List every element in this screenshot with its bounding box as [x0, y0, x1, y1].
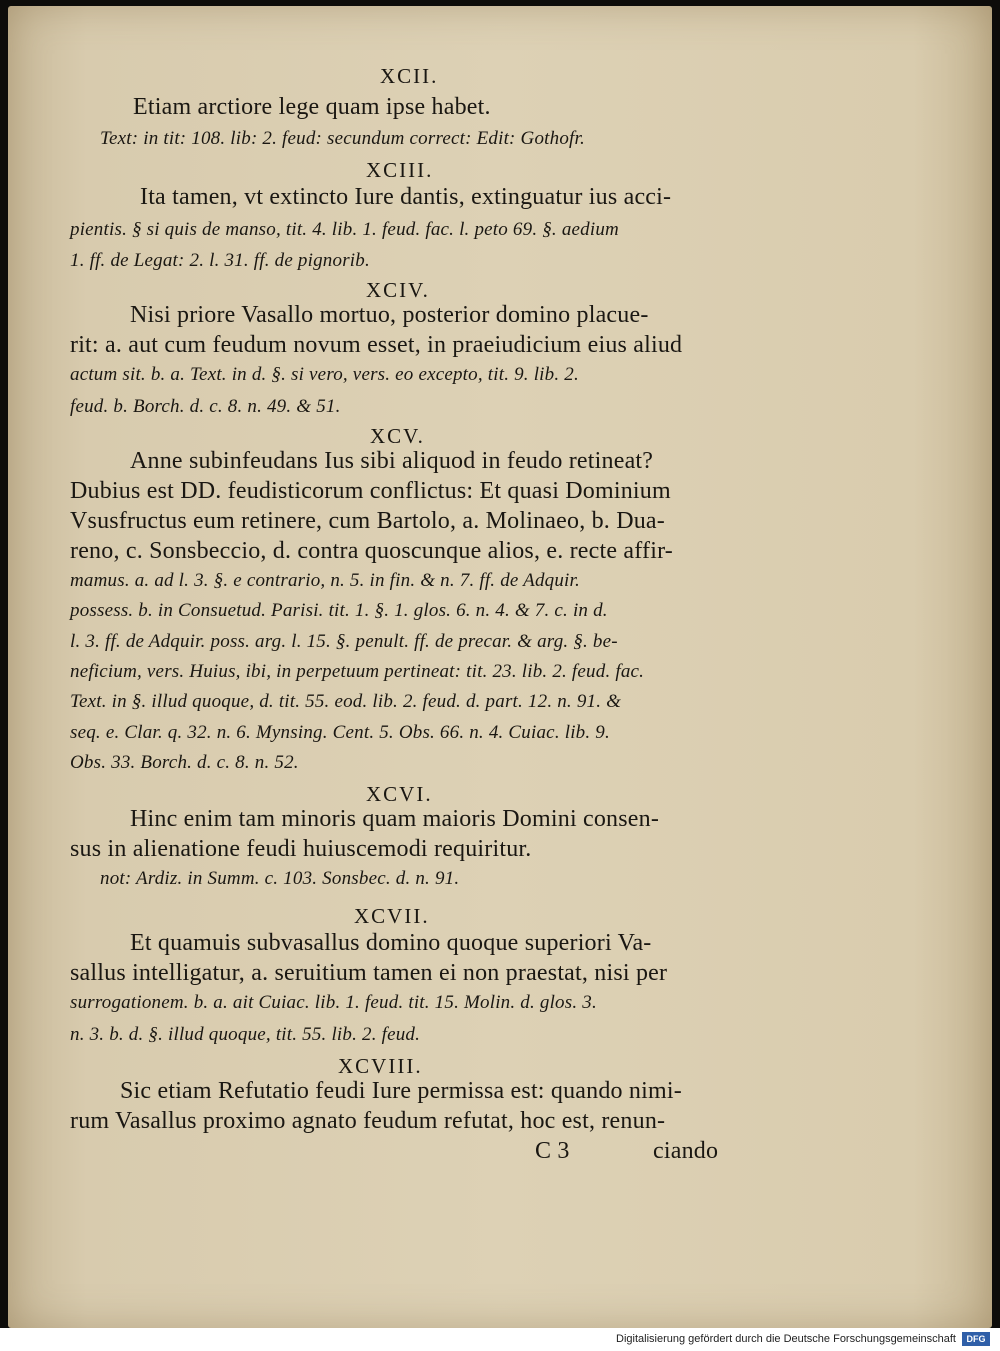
text-line: Ita tamen, vt extincto Iure dantis, extinguatur ius acci- [140, 184, 672, 210]
text-line: Et quamuis subvasallus domino quoque superiori Va- [130, 930, 652, 956]
text-line: Hinc enim tam minoris quam maioris Domini consen- [130, 806, 660, 832]
note-line: Text: in tit: 108. lib: 2. feud: secundum correct: Edit: Gothofr. [100, 128, 585, 149]
note-line: l. 3. ff. de Adquir. poss. arg. l. 15. §. penult. ff. de precar. & arg. §. be- [70, 631, 618, 652]
note-line: possess. b. in Consuetud. Parisi. tit. 1. §. 1. glos. 6. n. 4. & 7. c. in d. [70, 600, 608, 621]
note-line: not: Ardiz. in Summ. c. 103. Sonsbec. d. n. 91. [100, 868, 460, 889]
text-line: sus in alienatione feudi huiuscemodi requiritur. [70, 836, 532, 862]
note-line: mamus. a. ad l. 3. §. e contrario, n. 5. in fin. & n. 7. ff. de Adquir. [70, 570, 580, 591]
text-line: reno, c. Sonsbeccio, d. contra quoscunque alios, e. recte affir- [70, 538, 673, 564]
note-line: actum sit. b. a. Text. in d. §. si vero, vers. eo excepto, tit. 9. lib. 2. [70, 364, 579, 385]
note-line: surrogationem. b. a. ait Cuiac. lib. 1. feud. tit. 15. Molin. d. glos. 3. [70, 992, 597, 1013]
section-heading-xcvi: XCVI. [366, 782, 433, 806]
note-line: n. 3. b. d. §. illud quoque, tit. 55. lib. 2. feud. [70, 1024, 421, 1045]
section-heading-xcii: XCII. [380, 64, 439, 88]
section-heading-xciii: XCIII. [366, 158, 434, 182]
note-line: feud. b. Borch. d. c. 8. n. 49. & 51. [70, 396, 341, 417]
section-heading-xcviii: XCVIII. [338, 1054, 423, 1078]
note-line: Obs. 33. Borch. d. c. 8. n. 52. [70, 752, 299, 773]
note-line: 1. ff. de Legat: 2. l. 31. ff. de pignorib. [70, 250, 370, 271]
text-line: Anne subinfeudans Ius sibi aliquod in feudo retineat? [130, 448, 654, 474]
text-line: rit: a. aut cum feudum novum esset, in praeiudicium eius aliud [70, 332, 683, 358]
section-heading-xciv: XCIV. [366, 278, 430, 302]
text-line: Dubius est DD. feudisticorum conflictus: Et quasi Dominium [70, 478, 671, 504]
text-line: Vsusfructus eum retinere, cum Bartolo, a. Molinaeo, b. Dua- [70, 508, 665, 534]
section-heading-xcvii: XCVII. [354, 904, 430, 928]
dfg-logo-icon: DFG [962, 1332, 990, 1346]
page-text [8, 6, 992, 1328]
signature-mark: C 3 [535, 1138, 570, 1164]
text-line: Etiam arctiore lege quam ipse habet. [133, 94, 491, 120]
footer-credit: Digitalisierung gefördert durch die Deutsche Forschungsgemeinschaft [616, 1333, 956, 1345]
scanned-page [8, 6, 992, 1328]
text-line: Nisi priore Vasallo mortuo, posterior domino placue- [130, 302, 649, 328]
note-line: seq. e. Clar. q. 32. n. 6. Mynsing. Cent. 5. Obs. 66. n. 4. Cuiac. lib. 9. [70, 722, 610, 743]
text-line: Sic etiam Refutatio feudi Iure permissa est: quando nimi- [120, 1078, 682, 1104]
note-line: neficium, vers. Huius, ibi, in perpetuum pertineat: tit. 23. lib. 2. feud. fac. [70, 661, 645, 682]
catchword: ciando [653, 1138, 719, 1164]
note-line: Text. in §. illud quoque, d. tit. 55. eod. lib. 2. feud. d. part. 12. n. 91. & [70, 691, 622, 712]
text-line: sallus intelligatur, a. seruitium tamen ei non praestat, nisi per [70, 960, 668, 986]
section-heading-xcv: XCV. [370, 424, 425, 448]
note-line: pientis. § si quis de manso, tit. 4. lib. 1. feud. fac. l. peto 69. §. aedium [70, 219, 619, 240]
text-line: rum Vasallus proximo agnato feudum refutat, hoc est, renun- [70, 1108, 666, 1134]
footer-bar [0, 1328, 1000, 1351]
